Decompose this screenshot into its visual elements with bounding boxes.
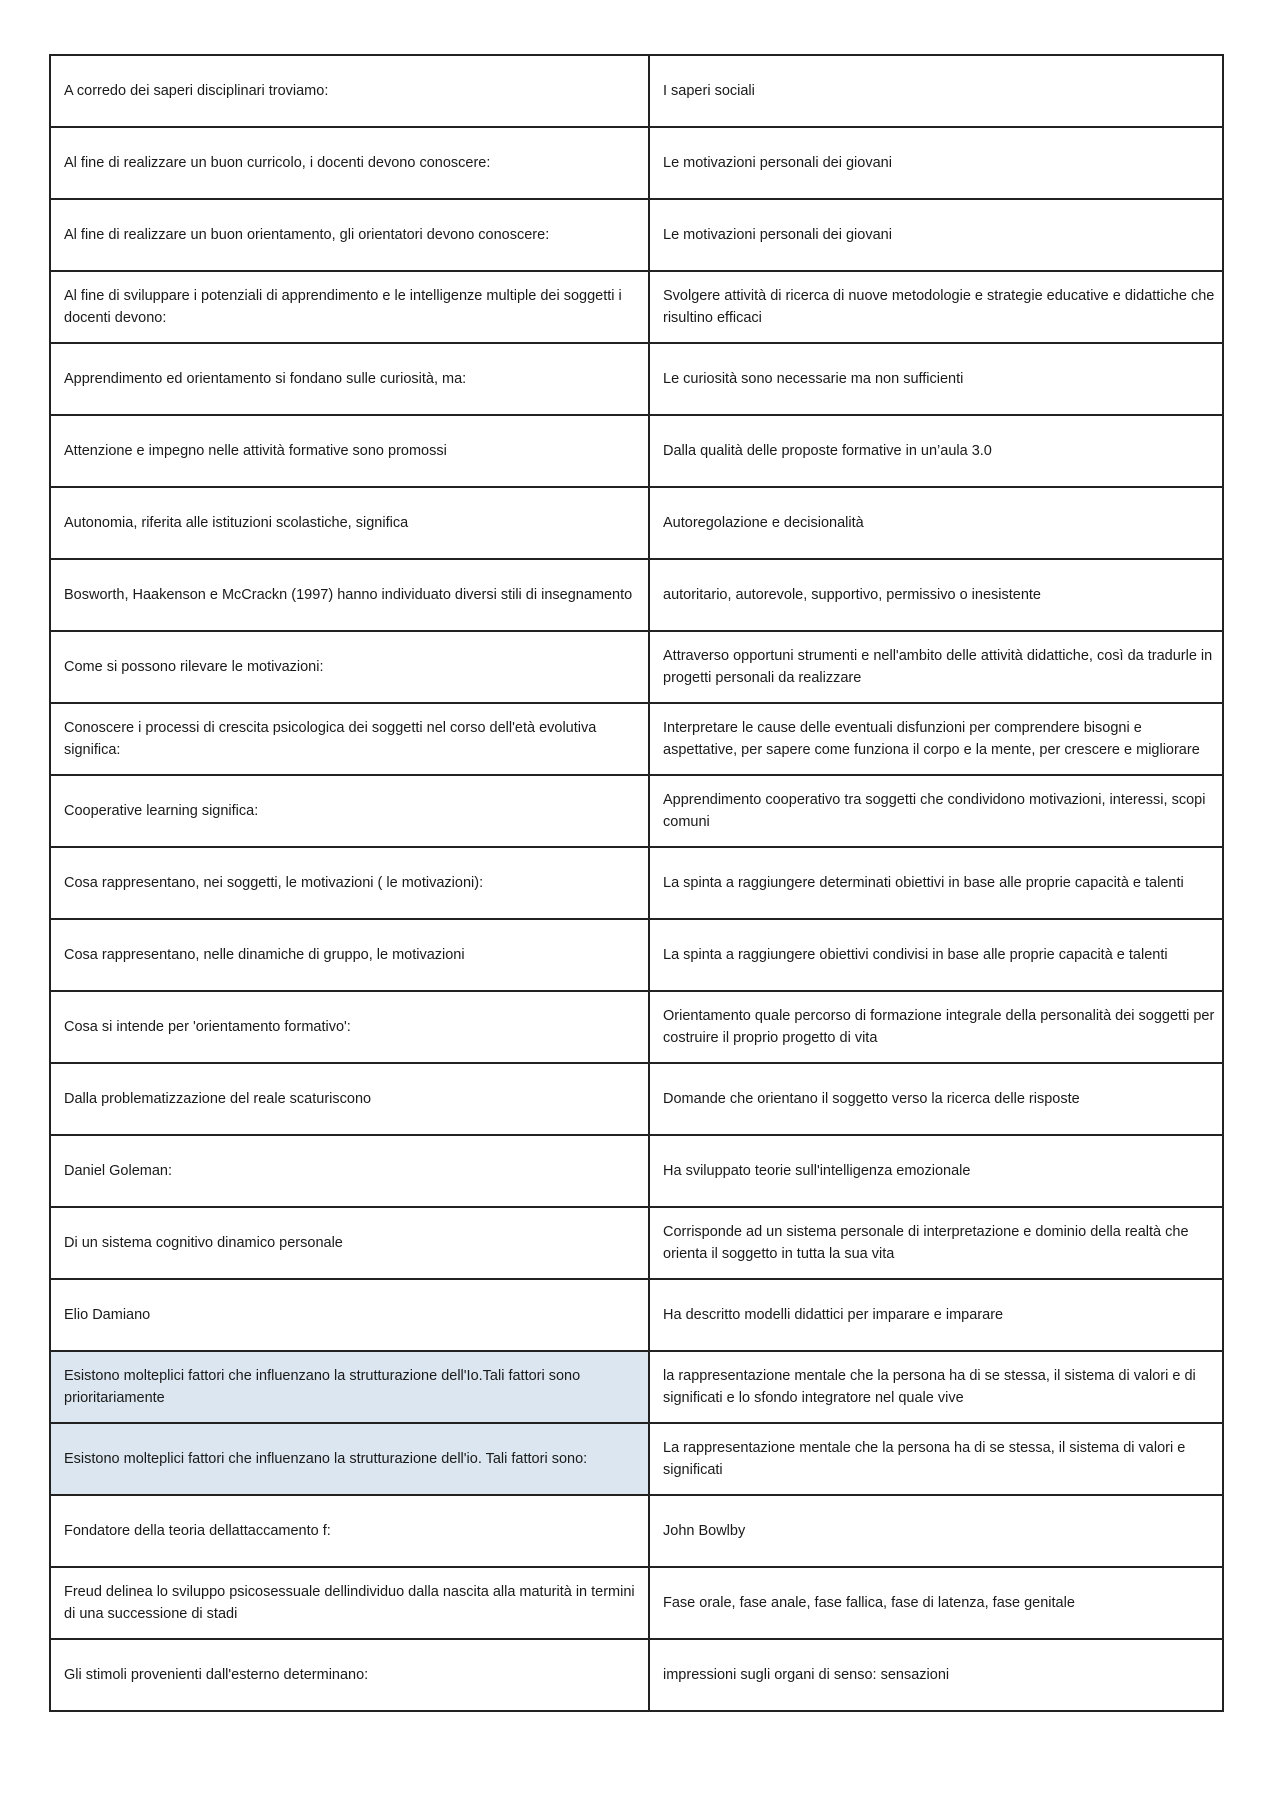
table-row (50, 559, 1223, 631)
qa-table-body (50, 55, 1223, 1711)
table-row (50, 1063, 1223, 1135)
question-cell: Come si possono rilevare le motivazioni: (50, 631, 649, 703)
answer-cell: La rappresentazione mentale che la persona ha di se stessa, il sistema di valori e significati (649, 1423, 1223, 1495)
answer-cell: John Bowlby (649, 1495, 1223, 1567)
table-row (50, 343, 1223, 415)
table-row (50, 847, 1223, 919)
answer-cell: Ha sviluppato teorie sull'intelligenza emozionale (649, 1135, 1223, 1207)
question-cell: Apprendimento ed orientamento si fondano sulle curiosità, ma: (50, 343, 649, 415)
answer-cell: Corrisponde ad un sistema personale di interpretazione e dominio della realtà che orienta il soggetto in tutta la sua vita (649, 1207, 1223, 1279)
question-cell: Daniel Goleman: (50, 1135, 649, 1207)
question-cell: Al fine di realizzare un buon orientamento, gli orientatori devono conoscere: (50, 199, 649, 271)
question-cell: Fondatore della teoria dellattaccamento f: (50, 1495, 649, 1567)
table-row (50, 55, 1223, 127)
qa-table (49, 54, 1224, 1712)
question-cell: Cosa si intende per 'orientamento formativo': (50, 991, 649, 1063)
table-row (50, 1639, 1223, 1711)
answer-cell: Orientamento quale percorso di formazione integrale della personalità dei soggetti per costruire il proprio progetto di vita (649, 991, 1223, 1063)
table-row (50, 703, 1223, 775)
table-row (50, 1495, 1223, 1567)
answer-cell: Le curiosità sono necessarie ma non sufficienti (649, 343, 1223, 415)
question-cell: Esistono molteplici fattori che influenzano la strutturazione dell'Io.Tali fattori sono prioritariamente (50, 1351, 649, 1423)
answer-cell: I saperi sociali (649, 55, 1223, 127)
answer-cell: Le motivazioni personali dei giovani (649, 199, 1223, 271)
answer-cell: Interpretare le cause delle eventuali disfunzioni per comprendere bisogni e aspettative, per sapere come funziona il corpo e la mente, per crescere e migliorare (649, 703, 1223, 775)
table-row (50, 919, 1223, 991)
table-row (50, 1279, 1223, 1351)
question-cell: A corredo dei saperi disciplinari troviamo: (50, 55, 649, 127)
answer-cell: Ha descritto modelli didattici per imparare e imparare (649, 1279, 1223, 1351)
question-cell: Dalla problematizzazione del reale scaturiscono (50, 1063, 649, 1135)
question-cell: Al fine di sviluppare i potenziali di apprendimento e le intelligenze multiple dei soggetti i docenti devono: (50, 271, 649, 343)
table-row (50, 487, 1223, 559)
table-row (50, 1351, 1223, 1423)
question-cell: Cosa rappresentano, nelle dinamiche di gruppo, le motivazioni (50, 919, 649, 991)
answer-cell: La spinta a raggiungere determinati obiettivi in base alle proprie capacità e talenti (649, 847, 1223, 919)
question-cell: Bosworth, Haakenson e McCrackn (1997) hanno individuato diversi stili di insegnamento (50, 559, 649, 631)
table-row (50, 127, 1223, 199)
answer-cell: Fase orale, fase anale, fase fallica, fase di latenza, fase genitale (649, 1567, 1223, 1639)
answer-cell: Dalla qualità delle proposte formative in un’aula 3.0 (649, 415, 1223, 487)
table-row (50, 415, 1223, 487)
table-row (50, 1135, 1223, 1207)
question-cell: Elio Damiano (50, 1279, 649, 1351)
answer-cell: Autoregolazione e decisionalità (649, 487, 1223, 559)
answer-cell: La spinta a raggiungere obiettivi condivisi in base alle proprie capacità e talenti (649, 919, 1223, 991)
answer-cell: la rappresentazione mentale che la persona ha di se stessa, il sistema di valori e di significati e lo sfondo integratore nel quale vive (649, 1351, 1223, 1423)
table-row (50, 1567, 1223, 1639)
question-cell: Di un sistema cognitivo dinamico personale (50, 1207, 649, 1279)
question-cell: Esistono molteplici fattori che influenzano la strutturazione dell'io. Tali fattori sono: (50, 1423, 649, 1495)
answer-cell: autoritario, autorevole, supportivo, permissivo o inesistente (649, 559, 1223, 631)
table-row (50, 775, 1223, 847)
question-cell: Cosa rappresentano, nei soggetti, le motivazioni ( le motivazioni): (50, 847, 649, 919)
answer-cell: Apprendimento cooperativo tra soggetti che condividono motivazioni, interessi, scopi comuni (649, 775, 1223, 847)
answer-cell: Domande che orientano il soggetto verso la ricerca delle risposte (649, 1063, 1223, 1135)
question-cell: Gli stimoli provenienti dall'esterno determinano: (50, 1639, 649, 1711)
table-row (50, 1423, 1223, 1495)
table-row (50, 991, 1223, 1063)
answer-cell: Svolgere attività di ricerca di nuove metodologie e strategie educative e didattiche che risultino efficaci (649, 271, 1223, 343)
table-row (50, 631, 1223, 703)
question-cell: Cooperative learning significa: (50, 775, 649, 847)
answer-cell: Le motivazioni personali dei giovani (649, 127, 1223, 199)
question-cell: Al fine di realizzare un buon curricolo, i docenti devono conoscere: (50, 127, 649, 199)
table-row (50, 199, 1223, 271)
question-cell: Freud delinea lo sviluppo psicosessuale dellindividuo dalla nascita alla maturità in termini di una successione di stadi (50, 1567, 649, 1639)
table-row (50, 271, 1223, 343)
table-row (50, 1207, 1223, 1279)
question-cell: Conoscere i processi di crescita psicologica dei soggetti nel corso dell'età evolutiva significa: (50, 703, 649, 775)
answer-cell: impressioni sugli organi di senso: sensazioni (649, 1639, 1223, 1711)
question-cell: Attenzione e impegno nelle attività formative sono promossi (50, 415, 649, 487)
question-cell: Autonomia, riferita alle istituzioni scolastiche, significa (50, 487, 649, 559)
answer-cell: Attraverso opportuni strumenti e nell'ambito delle attività didattiche, così da tradurle in progetti personali da realizzare (649, 631, 1223, 703)
